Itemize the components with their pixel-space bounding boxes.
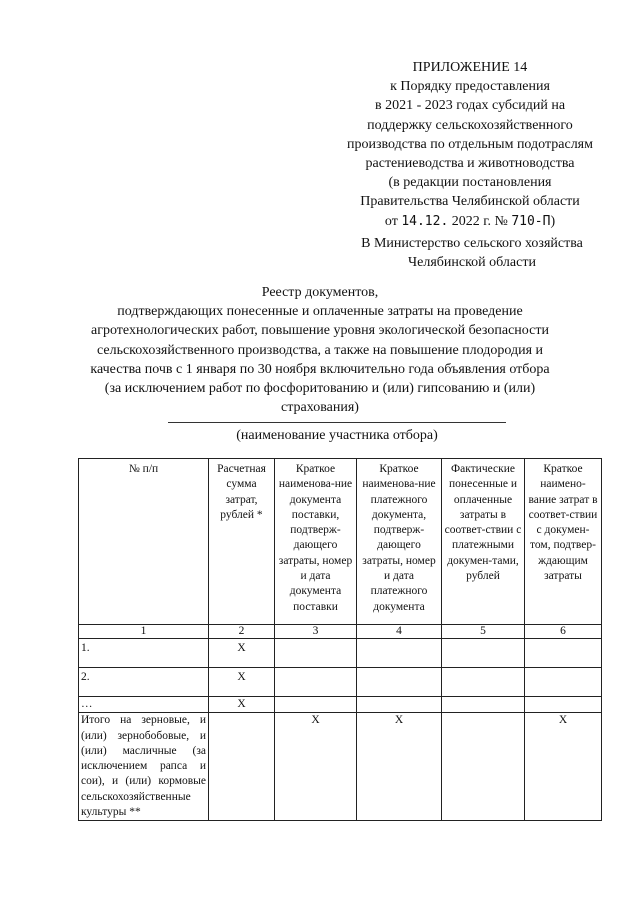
registry-table (78, 458, 602, 821)
column-number: 4 (357, 625, 442, 639)
table-row (79, 668, 602, 697)
appendix-line: (в редакции постановления (388, 175, 552, 191)
row-label: 1. (79, 639, 209, 668)
date-value: 14.12. (401, 213, 449, 229)
addressee-line: Челябинской области (408, 255, 536, 270)
header-cell-actual-costs: Фактические понесенные и оплаченные затраты в соответ-ствии с платежными докумен-тами, рублей (442, 459, 525, 625)
title-line: агротехнологических работ, повышение уровня экологической безопасности (91, 323, 549, 339)
participant-caption: (наименование участника отбора) (236, 428, 438, 443)
table-row (79, 639, 602, 668)
appendix-line: поддержку сельскохозяйственного (367, 117, 573, 133)
appendix-line: Правительства Челябинской области (360, 194, 580, 210)
total-row (79, 713, 602, 821)
table-cell (442, 668, 525, 697)
title-line: качества почв с 1 января по 30 ноября включительно года объявления отбора (90, 361, 550, 377)
header-cell-payment-document: Краткое наименова-ние платежного документа, подтверж-дающего затраты, номер и дата платежного документа (357, 459, 442, 625)
table-cell (275, 697, 357, 713)
table-cell (275, 639, 357, 668)
table-cell (442, 713, 525, 821)
row-label: … (79, 697, 209, 713)
column-number: 2 (209, 625, 275, 639)
table-cell: X (209, 668, 275, 697)
table-cell (442, 639, 525, 668)
header-cell-estimated-sum: Расчетная сумма затрат, рублей * (209, 459, 275, 625)
document-title (40, 283, 600, 417)
date-prefix: от (384, 213, 398, 229)
appendix-title: ПРИЛОЖЕНИЕ 14 (412, 60, 528, 75)
table-cell (209, 713, 275, 821)
table-cell (525, 639, 602, 668)
addressee-block (322, 234, 622, 272)
column-number: 3 (275, 625, 357, 639)
appendix-line: производства по отдельным подотраслям (347, 136, 593, 152)
header-cell-number: № п/п (79, 459, 209, 625)
appendix-line: растениеводства и животноводства (365, 156, 575, 172)
column-number: 5 (442, 625, 525, 639)
participant-name-line (168, 422, 506, 423)
total-row-label: Итого на зерновые, и (или) зернобобовые, и (или) масличные (за исключением рапса и сои), и (или) кормовые сельскохозяйственные культуры ** (79, 713, 209, 821)
title-line: (за исключением работ по фосфоритованию и (или) гипсованию и (или) (104, 381, 536, 397)
table-cell: X (209, 697, 275, 713)
appendix-block (320, 58, 620, 231)
column-number-row (79, 625, 602, 639)
title-line: сельскохозяйственного производства, а также на повышение плодородия и (97, 342, 543, 358)
appendix-line: в 2021 - 2023 годах субсидий на (374, 98, 566, 114)
table-cell: X (209, 639, 275, 668)
table-cell: X (275, 713, 357, 821)
table-cell: X (525, 713, 602, 821)
close-paren: ) (550, 213, 556, 229)
table-row (79, 697, 602, 713)
column-number: 1 (79, 625, 209, 639)
title-line: подтверждающих понесенные и оплаченные затраты на проведение (117, 304, 523, 320)
column-number: 6 (525, 625, 602, 639)
table-cell: X (357, 713, 442, 821)
resolution-number: 710-П (511, 213, 551, 229)
addressee-line: В Министерство сельского хозяйства (361, 236, 583, 251)
table-cell (525, 697, 602, 713)
table-header-row (79, 459, 602, 625)
year-text: 2022 г. № (451, 213, 508, 229)
table-cell (357, 668, 442, 697)
appendix-line: к Порядку предоставления (390, 79, 550, 95)
row-label: 2. (79, 668, 209, 697)
header-cell-delivery-document: Краткое наименова-ние документа поставки, подтверж-дающего затраты, номер и дата документа поставки (275, 459, 357, 625)
title-line: Реестр документов, (261, 285, 379, 300)
title-line: страхования) (281, 400, 359, 416)
header-cell-cost-name: Краткое наимено-вание затрат в соответ-ствии с докумен-том, подтвер-ждающим затраты (525, 459, 602, 625)
table-cell (442, 697, 525, 713)
table-cell (357, 697, 442, 713)
table-cell (275, 668, 357, 697)
table-cell (525, 668, 602, 697)
appendix-date-line (320, 212, 620, 231)
table-cell (357, 639, 442, 668)
